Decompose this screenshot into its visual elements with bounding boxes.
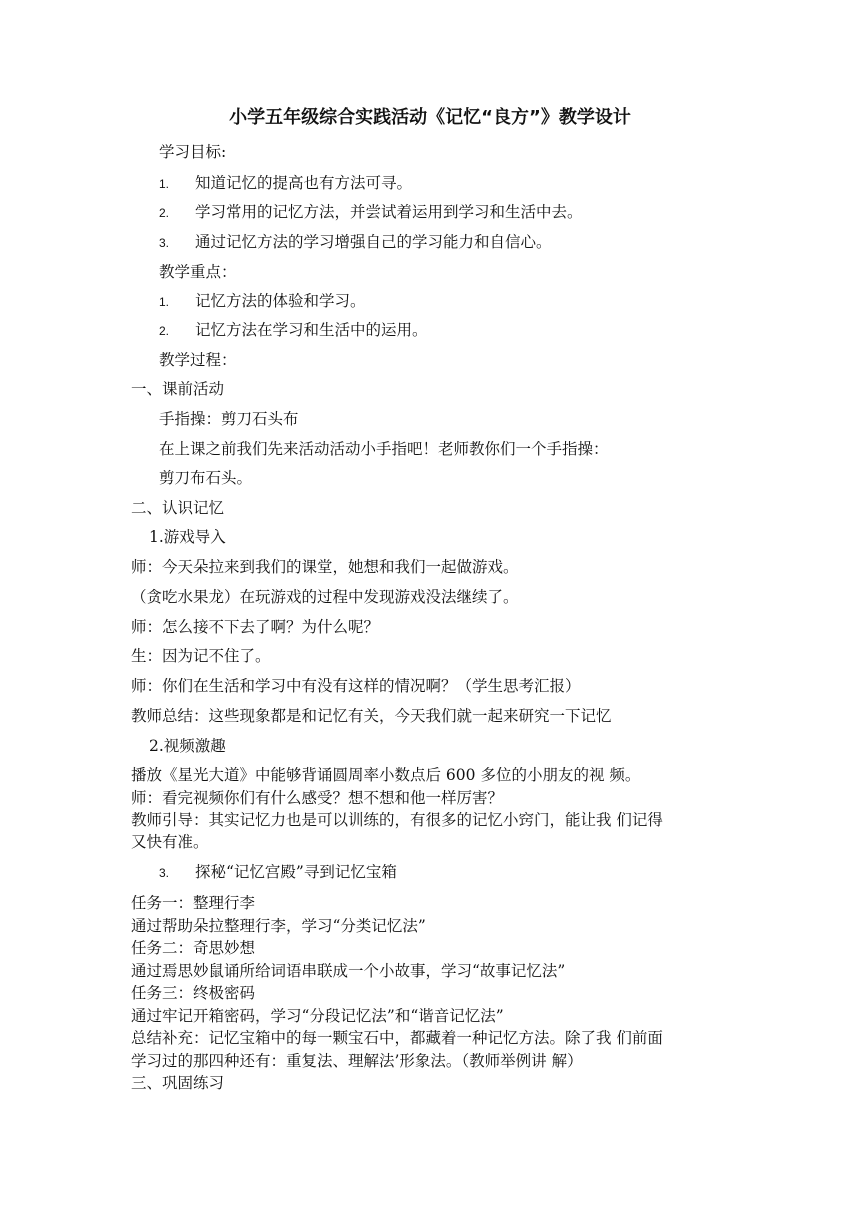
list-text: 记忆方法在学习和生活中的运用。 bbox=[195, 321, 428, 339]
section-heading: 三、巩固练习 bbox=[131, 1074, 225, 1092]
paragraph-line: 手指操：剪刀石头布 bbox=[159, 410, 299, 428]
paragraph-line: 又快有准。 bbox=[131, 833, 209, 851]
paragraph-line: 任务一：整理行李 bbox=[131, 894, 256, 912]
list-text: 探秘“记忆宫殿”寻到记忆宝箱 bbox=[195, 863, 397, 881]
paragraph-line: （贪吃水果龙）在玩游戏的过程中发现游戏没法继续了。 bbox=[131, 588, 519, 606]
paragraph-line: 任务三：终极密码 bbox=[131, 984, 256, 1002]
paragraph-line: 师：你们在生活和学习中有没有这样的情况啊？（学生思考汇报） bbox=[131, 677, 581, 695]
paragraph-line: 教师总结：这些现象都是和记忆有关，今天我们就一起来研究一下记忆 bbox=[131, 707, 612, 725]
section-heading: 一、课前活动 bbox=[131, 380, 225, 398]
focus-item bbox=[159, 320, 428, 341]
focus-item bbox=[159, 291, 366, 312]
paragraph-line: 通过帮助朵拉整理行李，学习“分类记忆法” bbox=[131, 917, 426, 935]
objectives-heading: 学习目标: bbox=[159, 143, 227, 161]
list-number: 1. bbox=[159, 177, 170, 191]
focus-heading: 教学重点： bbox=[159, 263, 237, 281]
list-number: 3. bbox=[159, 866, 170, 880]
paragraph-line: 师：怎么接不下去了啊？为什么呢？ bbox=[131, 618, 380, 636]
list-text: 学习常用的记忆方法，并尝试着运用到学习和生活中去。 bbox=[195, 203, 583, 221]
paragraph-line: 师：看完视频你们有什么感受？想不想和他一样厉害？ bbox=[131, 789, 504, 807]
paragraph-line: 通过牢记开箱密码，学习“分段记忆法”和“谐音记忆法” bbox=[131, 1007, 504, 1025]
paragraph-line: 通过焉思妙鼠诵所给词语串联成一个小故事，学习“故事记忆法” bbox=[131, 962, 566, 980]
section-heading: 二、认识记忆 bbox=[131, 499, 225, 517]
list-number: 2. bbox=[159, 206, 170, 220]
paragraph-line: 任务二：奇思妙想 bbox=[131, 939, 256, 957]
process-heading: 教学过程： bbox=[159, 351, 237, 369]
subsection-heading bbox=[159, 862, 397, 883]
objective-item bbox=[159, 232, 552, 253]
list-text: 记忆方法的体验和学习。 bbox=[195, 292, 366, 310]
subsection-heading: 1.游戏导入 bbox=[149, 528, 226, 546]
list-text: 知道记忆的提高也有方法可寻。 bbox=[195, 174, 413, 192]
list-number: 2. bbox=[159, 324, 170, 338]
list-number: 1. bbox=[159, 295, 170, 309]
objective-item bbox=[159, 173, 412, 194]
objective-item bbox=[159, 202, 583, 223]
paragraph-line: 在上课之前我们先来活动活动小手指吧！老师教你们一个手指操： bbox=[159, 440, 609, 458]
document-title: 小学五年级综合实践活动《记忆“良方”》教学设计 bbox=[229, 107, 631, 128]
paragraph-line: 教师引导：其实记忆力也是可以训练的，有很多的记忆小窍门，能让我 们记得 bbox=[131, 811, 663, 829]
subsection-heading: 2.视频激趣 bbox=[149, 737, 226, 755]
paragraph-line: 学习过的那四种还有：重复法、理解法’形象法。（教师举例讲 解） bbox=[131, 1052, 583, 1070]
paragraph-line: 播放《星光大道》中能够背诵圆周率小数点后 600 多位的小朋友的视 频。 bbox=[131, 766, 641, 784]
paragraph-line: 师：今天朵拉来到我们的课堂，她想和我们一起做游戏。 bbox=[131, 558, 519, 576]
list-text: 通过记忆方法的学习增强自己的学习能力和自信心。 bbox=[195, 233, 552, 251]
paragraph-line: 生：因为记不住了。 bbox=[131, 647, 271, 665]
paragraph-line: 总结补充：记忆宝箱中的每一颗宝石中，都藏着一种记忆方法。除了我 们前面 bbox=[131, 1029, 663, 1047]
paragraph-line: 剪刀布石头。 bbox=[159, 469, 253, 487]
list-number: 3. bbox=[159, 236, 170, 250]
